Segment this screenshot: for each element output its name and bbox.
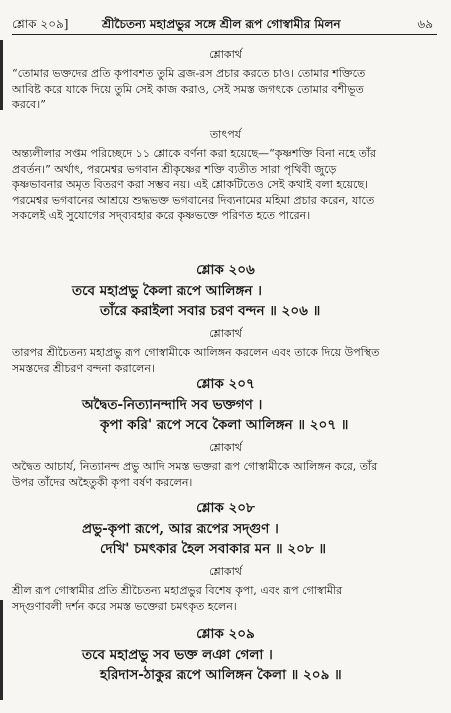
verse-line: হরিদাস-ঠাকুর রূপে আলিঙ্গন কৈলা ॥ ২০৯ ॥ [100,667,342,683]
page-edge-shadow [0,600,3,700]
text-line: “তোমার ভক্তদের প্রতি কৃপাবশত তুমি ব্রজ-রস প্রচার করতে চাও। তোমার শক্তিতে [12,67,366,80]
text-line: অন্ত্যলীলার সপ্তম পরিচ্ছেদে ১১ শ্লোকে বর্ণনা করা হয়েছে—“কৃষ্ণশক্তি বিনা নহে তাঁর [12,147,377,160]
verse-line: তবে মহাপ্রভু কৈলা রূপে আলিঙ্গন । [72,283,263,299]
translation-text [12,459,439,490]
verse-block [12,376,439,490]
verse-line: প্রভু-কৃপা রূপে, আর রূপের সদ্‌গুণ । [82,521,279,537]
intro-translation [12,48,439,113]
purport-section [12,128,439,224]
purport-label: তাৎপর্য [209,128,242,141]
header-verse-ref: শ্লোক ২০৯] [12,17,69,31]
verse-block [12,500,439,614]
verse-heading: শ্লোক ২০৬ [196,262,255,278]
verse-block [12,262,439,376]
text-line: সদ্‌গুণাবলী দর্শন করে সমস্ত ভক্তেরা চমৎকৃত হলেন। [12,599,237,613]
text-line: উপর তাঁদের অহৈতুকী কৃপা বর্ষণ করলেন। [12,475,193,489]
text-line: কৃষ্ণভাবনার অমৃত বিতরণ করা সম্ভব নয়। এই শ্লোকটিতেও সেই কথাই বলা হয়েছে। [12,178,369,191]
text-line: সকলেই এই সুযোগের সদ্‌ব্যবহার করে কৃষ্ণভক্তে পরিণত হতে পারেন। [12,209,311,222]
header-chapter-title: শ্রীচৈতন্য মহাপ্রভুর সঙ্গে শ্রীল রূপ গোস্বামীর মিলন [102,17,341,31]
translation-label: শ্লোকার্থ [209,48,242,61]
header-page-number: ৬৯ [417,17,433,31]
purport-text [12,146,439,224]
text-line: আবিষ্ট করে যাকে দিয়ে তুমি সেই কাজ করাও, সেই সমস্ত জগৎকে তোমার বশীভূত [12,82,364,96]
translation-label: শ্লোকার্থ [209,441,242,454]
text-line: পরমেশ্বর ভগবানের আশ্রয়ে শুদ্ধভক্ত ভগবানের দিব্যনামের মহিমা প্রচার করেন, যাতে [12,193,375,207]
translation-text [12,66,439,113]
verse-line: তবে মহাপ্রভু সব ভক্ত লঞা গেলা । [82,647,273,663]
verse-heading: শ্লোক ২০৮ [196,500,255,516]
text-line: প্রবর্তন।” অর্থাৎ, পরমেশ্বর ভগবান শ্রীকৃষ্ণের শক্তি ব্যতীত সারা পৃথিবী জুড়ে [12,162,337,176]
translation-label: শ্লোকার্থ [209,565,242,578]
translation-text [12,345,439,376]
translation-text [12,583,439,614]
verse-line: কৃপা করি' রূপে সবে কৈলা আলিঙ্গন ॥ ২০৭ ॥ [100,417,349,433]
text-line: করবে।” [12,98,46,111]
text-line: তারপর শ্রীচৈতন্য মহাপ্রভু রূপ গোস্বামীকে আলিঙ্গন করলেন এবং তাকে দিয়ে উপস্থিত [12,346,380,359]
verse-line: অদ্বৈত-নিত্যানন্দাদি সব ভক্তগণ । [82,397,263,413]
text-line: শ্রীল রূপ গোস্বামীর প্রতি শ্রীচৈতন্য মহাপ্রভুর বিশেষ কৃপা, এবং রূপ গোস্বামীর [12,584,343,597]
verse-block [12,626,439,685]
verse-line: তাঁরে করাইলা সবার চরণ বন্দন ॥ ২০৬ ॥ [100,303,321,319]
translation-label: শ্লোকার্থ [209,327,242,340]
verse-heading: শ্লোক ২০৯ [196,626,255,642]
verse-heading: শ্লোক ২০৭ [196,376,255,392]
text-line: সমস্তদের শ্রীচরণ বন্দনা করালেন। [12,361,155,375]
running-header [12,14,437,35]
page-edge-shadow [0,40,3,110]
text-line: অদ্বৈত আচার্য, নিত্যানন্দ প্রভু আদি সমস্ত ভক্তরা রূপ গোস্বামীকে আলিঙ্গন করে, তাঁর [12,460,378,473]
verse-line: দেখি' চমৎকার হৈল সবাকার মন ॥ ২০৮ ॥ [100,541,326,557]
